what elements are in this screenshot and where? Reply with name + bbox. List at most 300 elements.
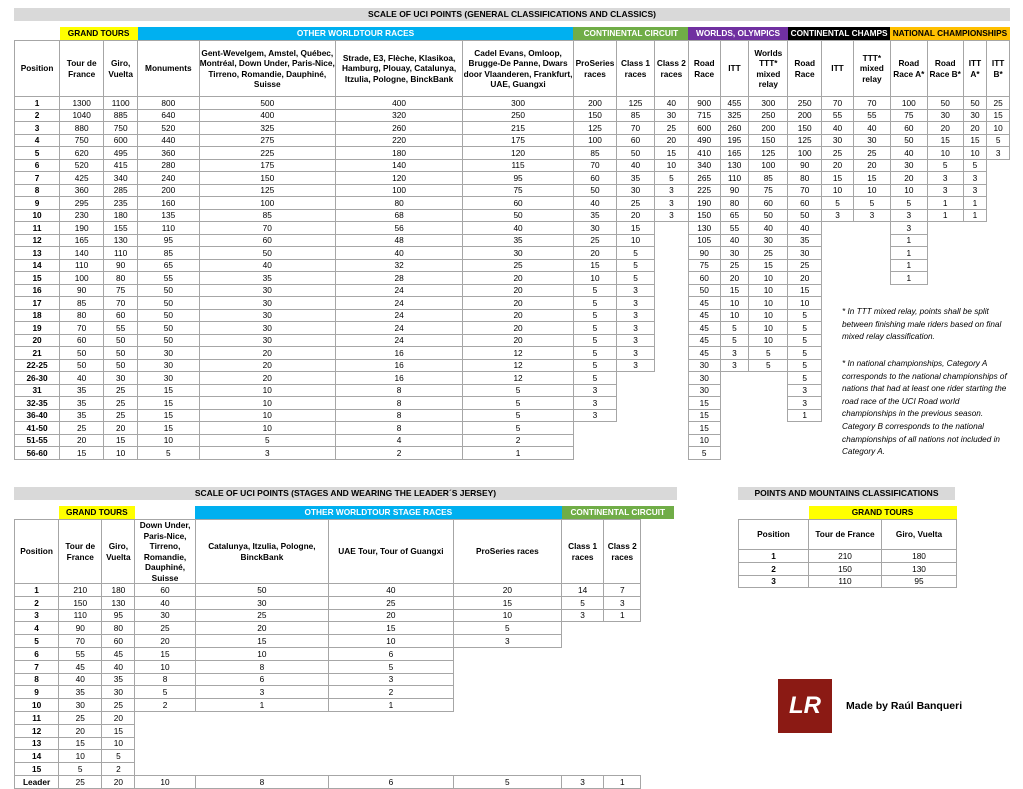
cell: 3 xyxy=(453,635,561,648)
cell: 5 xyxy=(617,272,655,285)
cell: 60 xyxy=(890,122,927,135)
cell: 3 xyxy=(963,172,987,185)
cell xyxy=(822,272,854,285)
t2-header-7: Class 1 races xyxy=(562,520,604,584)
cell: 45 xyxy=(102,647,135,660)
cell: 20 xyxy=(463,334,574,347)
credit-text: Made by Raúl Banqueri xyxy=(846,700,963,712)
cell: 3 xyxy=(853,209,890,222)
row-position: 12 xyxy=(15,724,59,737)
cell: 45 xyxy=(59,660,102,673)
cell: 80 xyxy=(336,197,463,210)
cell: 15 xyxy=(688,409,720,422)
cell xyxy=(604,763,641,776)
cell: 30 xyxy=(688,384,720,397)
cell: 130 xyxy=(882,562,957,575)
cell: 3 xyxy=(617,322,655,335)
cell: 15 xyxy=(329,622,453,635)
row-position: 51-55 xyxy=(15,434,60,447)
cell xyxy=(195,724,329,737)
row-position: 3 xyxy=(15,122,60,135)
t3-header-1: Tour de France xyxy=(809,520,882,550)
cell: 55 xyxy=(853,109,890,122)
cell xyxy=(617,397,655,410)
cell xyxy=(562,737,604,750)
cell: 6 xyxy=(329,647,453,660)
row-position: 17 xyxy=(15,297,60,310)
lr-logo-text: LR xyxy=(789,692,821,719)
cell: 25 xyxy=(853,147,890,160)
cell: 100 xyxy=(199,197,335,210)
cell xyxy=(963,247,987,260)
cell: 15 xyxy=(749,259,788,272)
cell xyxy=(963,272,987,285)
cell: 2 xyxy=(463,434,574,447)
cell xyxy=(573,434,616,447)
t1-header-7: ProSeries races xyxy=(573,41,616,97)
row-position: 5 xyxy=(15,147,60,160)
cell: 80 xyxy=(102,622,135,635)
cell xyxy=(654,359,688,372)
cell: 5 xyxy=(654,172,688,185)
cell: 20 xyxy=(720,272,749,285)
cell: 2 xyxy=(102,763,135,776)
cell: 30 xyxy=(138,347,200,360)
cell: 5 xyxy=(987,134,1010,147)
cell: 200 xyxy=(788,109,822,122)
t2-group-continental-circuit: CONTINENTAL CIRCUIT xyxy=(562,506,674,520)
cell: 600 xyxy=(688,122,720,135)
cell xyxy=(135,750,195,763)
t1-header-9: Class 2 races xyxy=(654,41,688,97)
cell: 325 xyxy=(720,109,749,122)
cell xyxy=(654,272,688,285)
t1-header-10: Road Race xyxy=(688,41,720,97)
cell xyxy=(749,384,788,397)
cell xyxy=(453,686,561,699)
cell: 5 xyxy=(788,347,822,360)
cell: 50 xyxy=(138,322,200,335)
cell: 30 xyxy=(59,699,102,712)
table3-title: POINTS AND MOUNTAINS CLASSIFICATIONS xyxy=(738,487,955,500)
cell: 24 xyxy=(336,334,463,347)
cell: 50 xyxy=(104,334,138,347)
cell: 620 xyxy=(60,147,104,160)
cell: 35 xyxy=(102,673,135,686)
cell: 40 xyxy=(788,222,822,235)
cell: 35 xyxy=(573,209,616,222)
table-row xyxy=(15,97,1010,110)
cell: 3 xyxy=(963,184,987,197)
t1-header-15: TTT* mixed relay xyxy=(853,41,890,97)
cell: 130 xyxy=(688,222,720,235)
cell: 15 xyxy=(688,397,720,410)
cell xyxy=(453,660,561,673)
table-row xyxy=(15,209,1010,222)
cell: 75 xyxy=(749,184,788,197)
cell: 10 xyxy=(749,297,788,310)
cell: 15 xyxy=(453,596,561,609)
cell xyxy=(604,647,641,660)
cell xyxy=(822,259,854,272)
cell: 40 xyxy=(463,222,574,235)
cell: 220 xyxy=(336,134,463,147)
t2-header-4: Catalunya, Itzulia, Pologne, BinckBank xyxy=(195,520,329,584)
cell: 250 xyxy=(749,109,788,122)
cell: 2 xyxy=(336,447,463,460)
cell xyxy=(573,447,616,460)
cell: 25 xyxy=(59,711,102,724)
t1-header-1: Tour de France xyxy=(60,41,104,97)
cell xyxy=(135,711,195,724)
cell: 1 xyxy=(890,259,927,272)
cell: 80 xyxy=(788,172,822,185)
row-position: 2 xyxy=(739,562,809,575)
cell: 3 xyxy=(617,309,655,322)
table-row xyxy=(15,673,675,686)
cell: 10 xyxy=(963,147,987,160)
cell: 190 xyxy=(688,197,720,210)
cell: 175 xyxy=(463,134,574,147)
cell: 10 xyxy=(199,422,335,435)
cell xyxy=(720,434,749,447)
cell: 68 xyxy=(336,209,463,222)
row-position: 10 xyxy=(15,699,59,712)
cell: 490 xyxy=(688,134,720,147)
row-position: 1 xyxy=(739,550,809,563)
cell: 25 xyxy=(104,409,138,422)
cell xyxy=(453,724,561,737)
cell: 3 xyxy=(573,397,616,410)
lr-logo xyxy=(778,679,832,733)
points-mountains-table xyxy=(738,506,957,588)
cell: 3 xyxy=(890,209,927,222)
cell: 1 xyxy=(963,197,987,210)
cell: 8 xyxy=(336,384,463,397)
cell xyxy=(853,234,890,247)
cell: 16 xyxy=(336,372,463,385)
cell: 8 xyxy=(336,397,463,410)
cell: 5 xyxy=(788,359,822,372)
cell: 200 xyxy=(573,97,616,110)
cell: 85 xyxy=(138,247,200,260)
cell: 5 xyxy=(573,309,616,322)
cell: 45 xyxy=(688,334,720,347)
cell xyxy=(720,422,749,435)
cell: 15 xyxy=(138,409,200,422)
cell: 85 xyxy=(60,297,104,310)
cell: 30 xyxy=(927,109,963,122)
t1-header-13: Road Race xyxy=(788,41,822,97)
cell: 5 xyxy=(463,384,574,397)
cell: 90 xyxy=(720,184,749,197)
cell: 15 xyxy=(853,172,890,185)
cell: 8 xyxy=(336,409,463,422)
table1-title: SCALE OF UCI POINTS (GENERAL CLASSIFICATIONS AND CLASSICS) xyxy=(14,8,1010,21)
cell: 100 xyxy=(573,134,616,147)
cell xyxy=(195,737,329,750)
cell: 60 xyxy=(135,584,195,597)
cell xyxy=(654,384,688,397)
cell: 15 xyxy=(573,259,616,272)
row-position: 6 xyxy=(15,159,60,172)
cell: 20 xyxy=(59,724,102,737)
cell xyxy=(617,447,655,460)
row-position: 56-60 xyxy=(15,447,60,460)
cell: 50 xyxy=(688,284,720,297)
cell: 1 xyxy=(890,272,927,285)
cell: 5 xyxy=(573,359,616,372)
cell xyxy=(604,699,641,712)
cell: 400 xyxy=(199,109,335,122)
cell: 5 xyxy=(135,686,195,699)
cell: 15 xyxy=(654,147,688,160)
table-row xyxy=(15,247,1010,260)
cell: 900 xyxy=(688,97,720,110)
table-row xyxy=(15,622,675,635)
cell: 85 xyxy=(199,209,335,222)
cell: 20 xyxy=(463,284,574,297)
cell: 750 xyxy=(60,134,104,147)
group-continental-circuit: CONTINENTAL CIRCUIT xyxy=(573,27,688,41)
cell: 885 xyxy=(104,109,138,122)
cell xyxy=(562,711,604,724)
cell: 265 xyxy=(688,172,720,185)
cell: 165 xyxy=(60,234,104,247)
cell xyxy=(195,763,329,776)
cell: 10 xyxy=(453,609,561,622)
cell: 150 xyxy=(788,122,822,135)
t1-header-11: ITT xyxy=(720,41,749,97)
cell xyxy=(453,763,561,776)
table-row xyxy=(15,584,675,597)
cell xyxy=(453,647,561,660)
cell: 1040 xyxy=(60,109,104,122)
cell: 70 xyxy=(59,635,102,648)
table-row xyxy=(15,172,1010,185)
cell: 24 xyxy=(336,322,463,335)
cell xyxy=(749,372,788,385)
row-position: 16 xyxy=(15,284,60,297)
cell: 25 xyxy=(822,147,854,160)
cell: 10 xyxy=(720,297,749,310)
cell: 60 xyxy=(688,272,720,285)
cell: 250 xyxy=(788,97,822,110)
cell xyxy=(562,699,604,712)
cell: 1 xyxy=(463,447,574,460)
cell: 15 xyxy=(822,172,854,185)
cell xyxy=(654,434,688,447)
cell: 8 xyxy=(195,660,329,673)
row-position: 15 xyxy=(15,763,59,776)
row-position: 11 xyxy=(15,711,59,724)
cell: 10 xyxy=(749,309,788,322)
cell: 3 xyxy=(604,596,641,609)
cell: 5 xyxy=(573,334,616,347)
cell: 50 xyxy=(60,359,104,372)
cell: 35 xyxy=(199,272,335,285)
cell: 20 xyxy=(463,272,574,285)
table-row xyxy=(15,763,675,776)
cell: 6 xyxy=(195,673,329,686)
table-row xyxy=(739,550,957,563)
group-grand-tours: GRAND TOURS xyxy=(60,27,138,41)
cell: 300 xyxy=(463,97,574,110)
cell: 55 xyxy=(822,109,854,122)
cell: 750 xyxy=(104,122,138,135)
cell: 40 xyxy=(199,259,335,272)
cell: 10 xyxy=(104,447,138,460)
cell: 3 xyxy=(562,609,604,622)
cell: 20 xyxy=(890,172,927,185)
cell: 4 xyxy=(336,434,463,447)
cell: 520 xyxy=(138,122,200,135)
cell xyxy=(654,447,688,460)
cell: 12 xyxy=(463,359,574,372)
t1-header-14: ITT xyxy=(822,41,854,97)
cell xyxy=(654,284,688,297)
cell: 5 xyxy=(573,347,616,360)
row-position: 12 xyxy=(15,234,60,247)
cell: 20 xyxy=(463,322,574,335)
cell: 50 xyxy=(573,184,616,197)
table-row xyxy=(15,272,1010,285)
cell: 520 xyxy=(60,159,104,172)
cell: 40 xyxy=(822,122,854,135)
cell: 10 xyxy=(195,647,329,660)
cell: 160 xyxy=(138,197,200,210)
cell: 90 xyxy=(60,284,104,297)
cell: 25 xyxy=(195,609,329,622)
table-row xyxy=(15,134,1010,147)
cell: 10 xyxy=(987,122,1010,135)
row-position: 41-50 xyxy=(15,422,60,435)
cell: 20 xyxy=(617,209,655,222)
cell: 5 xyxy=(562,596,604,609)
cell: 55 xyxy=(59,647,102,660)
cell: 12 xyxy=(463,347,574,360)
cell xyxy=(453,750,561,763)
cell: 16 xyxy=(336,347,463,360)
cell: 3 xyxy=(573,384,616,397)
cell xyxy=(963,284,987,297)
cell: 28 xyxy=(336,272,463,285)
cell: 30 xyxy=(195,596,329,609)
cell: 75 xyxy=(890,109,927,122)
row-position: 15 xyxy=(15,272,60,285)
cell: 5 xyxy=(573,284,616,297)
cell: 25 xyxy=(60,422,104,435)
cell xyxy=(927,234,963,247)
cell: 1 xyxy=(890,247,927,260)
t2-header-5: UAE Tour, Tour of Guangxi xyxy=(329,520,453,584)
cell: 15 xyxy=(59,737,102,750)
cell xyxy=(927,272,963,285)
cell xyxy=(987,259,1010,272)
cell xyxy=(135,724,195,737)
cell: 320 xyxy=(336,109,463,122)
cell: 240 xyxy=(138,172,200,185)
cell: 235 xyxy=(104,197,138,210)
cell: 50 xyxy=(138,334,200,347)
cell: 8 xyxy=(135,673,195,686)
cell: 10 xyxy=(573,272,616,285)
cell: 1 xyxy=(604,775,641,788)
cell xyxy=(617,422,655,435)
t1-header-18: ITT A* xyxy=(963,41,987,97)
cell: 3 xyxy=(927,184,963,197)
cell: 20 xyxy=(199,347,335,360)
cell: 285 xyxy=(104,184,138,197)
cell xyxy=(453,699,561,712)
table-row xyxy=(15,711,675,724)
cell xyxy=(720,409,749,422)
cell: 15 xyxy=(688,422,720,435)
table-row xyxy=(15,635,675,648)
cell: 440 xyxy=(138,134,200,147)
cell xyxy=(749,397,788,410)
cell: 230 xyxy=(60,209,104,222)
cell: 35 xyxy=(60,384,104,397)
t2-header-0: Position xyxy=(15,520,59,584)
cell: 10 xyxy=(199,409,335,422)
cell: 125 xyxy=(199,184,335,197)
cell: 180 xyxy=(336,147,463,160)
cell xyxy=(927,284,963,297)
row-position: 20 xyxy=(15,334,60,347)
cell: 55 xyxy=(104,322,138,335)
table-row xyxy=(15,259,1010,272)
cell: 95 xyxy=(138,234,200,247)
cell: 3 xyxy=(573,409,616,422)
cell: 30 xyxy=(199,297,335,310)
cell xyxy=(749,434,788,447)
cell xyxy=(562,724,604,737)
cell: 20 xyxy=(102,775,135,788)
cell: 360 xyxy=(60,184,104,197)
cell: 20 xyxy=(199,359,335,372)
cell: 25 xyxy=(788,259,822,272)
cell: 125 xyxy=(617,97,655,110)
cell: 50 xyxy=(927,97,963,110)
cell: 35 xyxy=(60,409,104,422)
cell: 15 xyxy=(138,384,200,397)
row-position: 8 xyxy=(15,184,60,197)
cell: 3 xyxy=(927,172,963,185)
cell: 40 xyxy=(654,97,688,110)
row-position: 4 xyxy=(15,134,60,147)
row-position: 9 xyxy=(15,197,60,210)
t1-header-2: Giro, Vuelta xyxy=(104,41,138,97)
cell: 25 xyxy=(987,97,1010,110)
row-position: 26-30 xyxy=(15,372,60,385)
cell: 30 xyxy=(102,686,135,699)
t1-header-16: Road Race A* xyxy=(890,41,927,97)
row-position: 8 xyxy=(15,673,59,686)
cell: 2 xyxy=(329,686,453,699)
cell: 8 xyxy=(336,422,463,435)
row-position: 36-40 xyxy=(15,409,60,422)
cell: 3 xyxy=(654,184,688,197)
cell: 130 xyxy=(104,234,138,247)
cell: 280 xyxy=(138,159,200,172)
cell: 100 xyxy=(60,272,104,285)
cell xyxy=(822,234,854,247)
cell: 30 xyxy=(688,372,720,385)
cell: 65 xyxy=(138,259,200,272)
table-row xyxy=(15,737,675,750)
cell: 155 xyxy=(104,222,138,235)
